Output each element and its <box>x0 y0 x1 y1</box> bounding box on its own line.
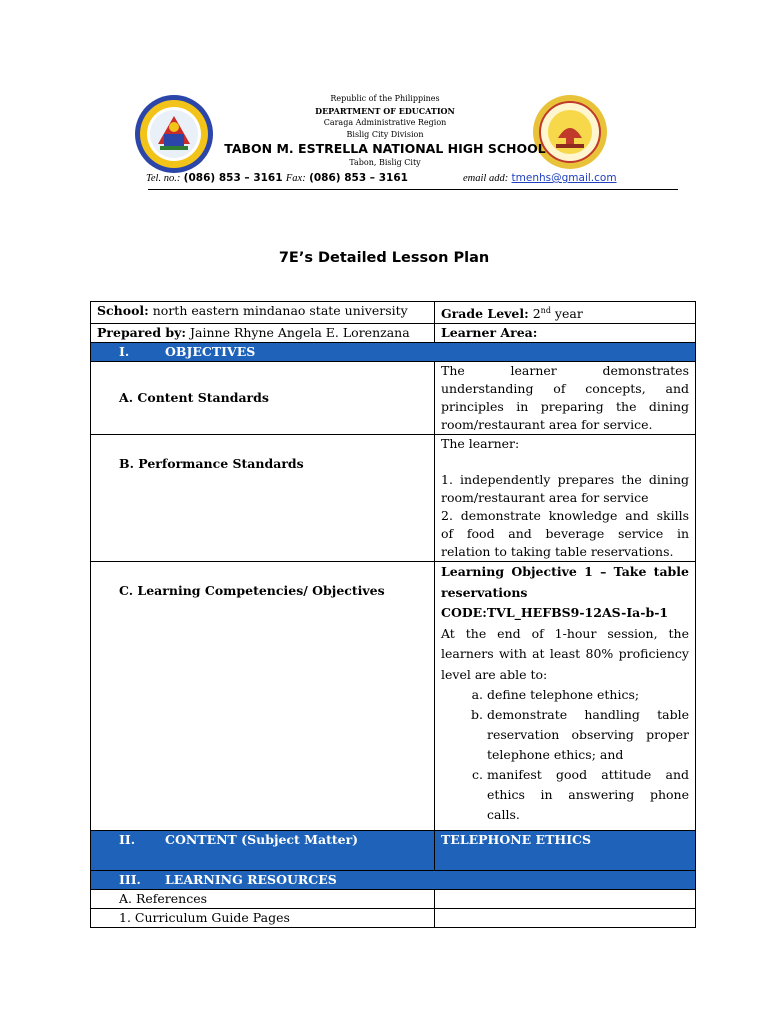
grade-cell <box>435 302 696 324</box>
school-cell <box>91 302 435 324</box>
content-standards-label: A. Content Standards <box>119 390 269 406</box>
region-line: Caraga Administrative Region <box>323 118 447 127</box>
competencies-label: C. Learning Competencies/ Objectives <box>119 583 385 599</box>
prepared-value: Jainne Rhyne Angela E. Lorenzana <box>190 325 410 341</box>
references-cell <box>91 890 435 909</box>
fax-label: Fax: <box>285 173 306 184</box>
grade-suffix: nd <box>540 306 551 315</box>
references-label: A. References <box>119 891 208 907</box>
performance-standards-cell <box>435 435 696 562</box>
phone-fax <box>146 172 408 184</box>
content-heading-cell <box>91 831 435 871</box>
table-row <box>91 362 696 435</box>
content-value: TELEPHONE ETHICS <box>435 831 696 871</box>
resources-heading: LEARNING RESOURCES <box>165 872 337 888</box>
letterhead <box>90 90 680 190</box>
empty-cell <box>435 909 696 928</box>
table-row <box>91 909 696 928</box>
email-label: email add: <box>463 173 509 184</box>
list-item: a. define telephone ethics; <box>487 685 689 705</box>
page-title: 7E’s Detailed Lesson Plan <box>278 250 490 266</box>
email <box>463 172 617 184</box>
performance-standards-label-cell <box>91 435 435 562</box>
resources-heading-cell <box>91 871 696 890</box>
fax-value: (086) 853 – 3161 <box>309 172 408 184</box>
table-row <box>91 562 696 831</box>
lo-list <box>441 685 689 825</box>
performance-item: 2. demonstrate knowledge and skills of food and beverage service in relation to taking table reservations. <box>441 508 689 560</box>
tel-value: (086) 853 – 3161 <box>183 172 283 184</box>
content-heading: CONTENT (Subject Matter) <box>165 832 359 848</box>
objectives-numeral: I. <box>119 344 130 360</box>
performance-standards-label: B. Performance Standards <box>119 456 304 472</box>
table-row <box>91 302 696 324</box>
curriculum-guide-cell <box>91 909 435 928</box>
performance-intro: The learner: <box>441 436 520 452</box>
content-numeral: II. <box>119 832 136 848</box>
competencies-cell <box>435 562 696 831</box>
lo-code: CODE:TVL_HEFBS9-12AS-Ia-b-1 <box>441 605 669 621</box>
email-link[interactable]: tmenhs@gmail.com <box>511 172 617 184</box>
content-standards-text: The learner demonstrates understanding of concepts, and principles in preparing the dining room/restaurant area for service. <box>435 362 696 435</box>
department-line: DEPARTMENT OF EDUCATION <box>315 106 455 116</box>
grade-number: 2 <box>532 306 541 322</box>
address-line: Tabon, Bislig City <box>349 158 421 167</box>
prepared-cell <box>91 324 435 343</box>
table-row <box>91 435 696 562</box>
header-divider <box>148 189 678 190</box>
grade-year: year <box>550 306 583 322</box>
empty-cell <box>435 890 696 909</box>
content-band <box>91 831 696 871</box>
school-value: north eastern mindanao state university <box>152 303 408 318</box>
prepared-label: Prepared by: <box>97 325 187 341</box>
tel-label: Tel. no.: <box>146 173 181 184</box>
spacer <box>441 453 689 471</box>
list-item: b. demonstrate handling table reservation observing proper telephone ethics; and <box>487 705 689 765</box>
resources-numeral: III. <box>119 872 141 888</box>
letterhead-text <box>90 93 680 169</box>
school-label: School: <box>97 303 149 318</box>
objectives-heading: OBJECTIVES <box>165 344 256 360</box>
objectives-band <box>91 343 696 362</box>
competencies-label-cell <box>91 562 435 831</box>
school-name: TABON M. ESTRELLA NATIONAL HIGH SCHOOL <box>224 141 546 156</box>
objectives-heading-cell <box>91 343 696 362</box>
performance-item: 1. independently prepares the dining room/restaurant area for service <box>441 472 689 506</box>
grade-label: Grade Level: <box>441 306 529 322</box>
lo-intro: At the end of 1-hour session, the learners with at least 80% proficiency level are able to: <box>441 625 689 682</box>
resources-band <box>91 871 696 890</box>
table-row <box>91 890 696 909</box>
lesson-plan-table <box>90 301 696 928</box>
division-line: Bislig City Division <box>346 130 424 139</box>
learner-area-cell <box>435 324 696 343</box>
republic-line: Republic of the Philippines <box>330 94 440 103</box>
lo-title: Learning Objective 1 – Take table reservations <box>441 564 689 600</box>
curriculum-guide-label: 1. Curriculum Guide Pages <box>119 910 290 926</box>
list-item: c. manifest good attitude and ethics in answering phone calls. <box>487 765 689 825</box>
table-row <box>91 324 696 343</box>
learner-area-label: Learner Area: <box>441 325 538 341</box>
content-standards-label-cell <box>91 362 435 435</box>
